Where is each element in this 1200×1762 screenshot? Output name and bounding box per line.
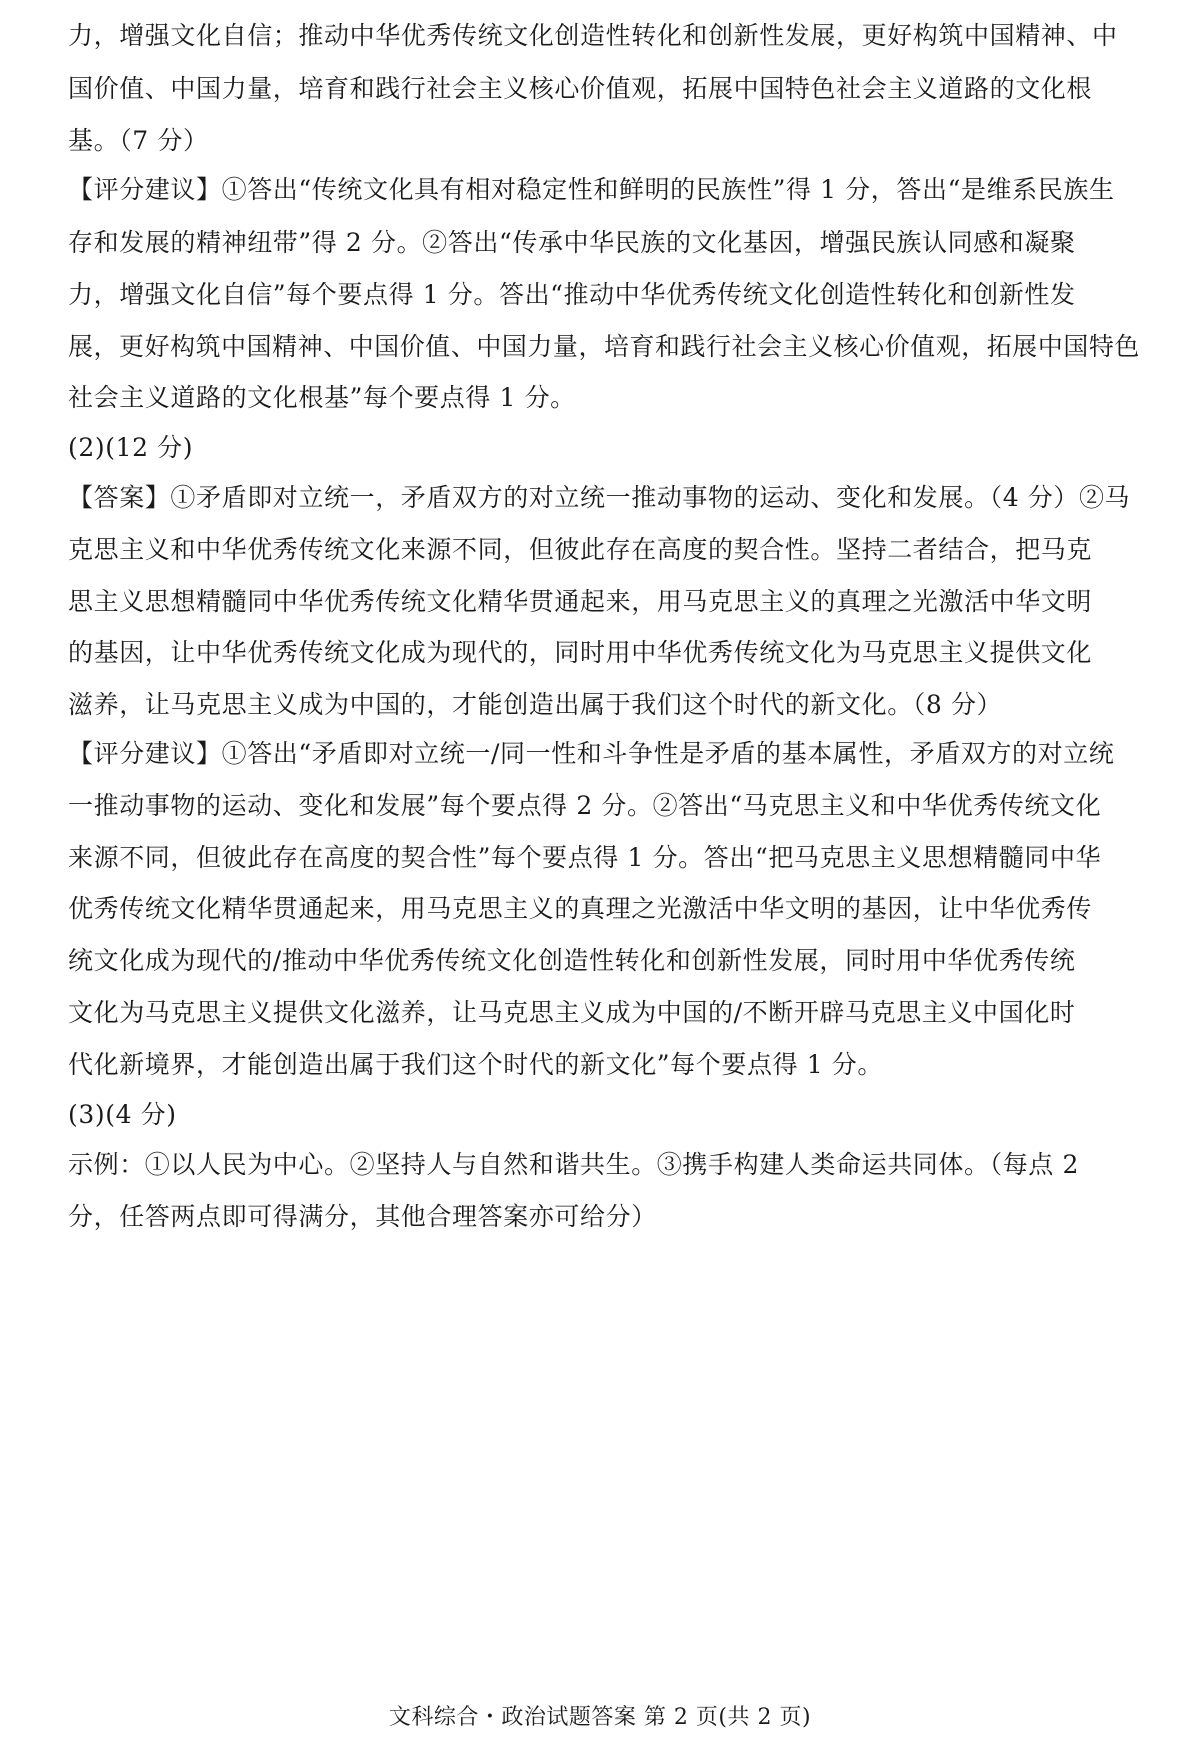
text-line-16: 一推动事物的运动、变化和发展”每个要点得 2 分。②答出“马克思主义和中华优秀传统文化 — [68, 791, 1102, 820]
text-line-13: 的基因，让中华优秀传统文化成为现代的，同时用中华优秀传统文化为马克思主义提供文化 — [68, 638, 1093, 667]
section-2-heading: (2)(12 分) — [68, 433, 194, 462]
text-line-17: 来源不同，但彼此存在高度的契合性”每个要点得 1 分。答出“把马克思主义思想精髓同中华 — [68, 843, 1102, 872]
text-line-3: 基。（7 分） — [68, 126, 209, 155]
text-line-2: 国价值、中国力量，培育和践行社会主义核心价值观，拓展中国特色社会主义道路的文化根 — [68, 74, 1093, 103]
text-line-5: 存和发展的精神纽带”得 2 分。②答出“传承中华民族的文化基因，增强民族认同感和凝聚 — [68, 228, 1076, 257]
text-line-6: 力，增强文化自信”每个要点得 1 分。答出“推动中华优秀传统文化创造性转化和创新性发 — [68, 280, 1076, 309]
text-line-11: 克思主义和中华优秀传统文化来源不同，但彼此存在高度的契合性。坚持二者结合，把马克 — [68, 535, 1093, 564]
text-line-4: 【评分建议】①答出“传统文化具有相对稳定性和鲜明的民族性”得 1 分，答出“是维系民族生 — [68, 175, 1115, 204]
text-line-10: 【答案】①矛盾即对立统一，矛盾双方的对立统一推动事物的运动、变化和发展。（4 分）②马 — [68, 483, 1131, 512]
text-line-7: 展，更好构筑中国精神、中国价值、中国力量，培育和践行社会主义核心价值观，拓展中国特色 — [68, 332, 1140, 361]
text-line-18: 优秀传统文化精华贯通起来，用马克思主义的真理之光激活中华文明的基因，让中华优秀传 — [68, 894, 1093, 923]
text-line-24: 分，任答两点即可得满分，其他合理答案亦可给分） — [68, 1202, 657, 1231]
text-line-15: 【评分建议】①答出“矛盾即对立统一/同一性和斗争性是矛盾的基本属性，矛盾双方的对立统 — [68, 739, 1115, 768]
text-line-12: 思主义思想精髓同中华优秀传统文化精华贯通起来，用马克思主义的真理之光激活中华文明 — [68, 587, 1093, 616]
section-3-heading: (3)(4 分) — [68, 1100, 177, 1129]
text-line-1: 力，增强文化自信；推动中华优秀传统文化创造性转化和创新性发展，更好构筑中国精神、中 — [68, 21, 1118, 50]
text-line-19: 统文化成为现代的/推动中华优秀传统文化创造性转化和创新性发展，同时用中华优秀传统 — [68, 946, 1076, 975]
text-line-20: 文化为马克思主义提供文化滋养，让马克思主义成为中国的/不断开辟马克思主义中国化时 — [68, 998, 1076, 1027]
text-line-14: 滋养，让马克思主义成为中国的，才能创造出属于我们这个时代的新文化。（8 分） — [68, 690, 1003, 719]
text-line-23: 示例：①以人民为中心。②坚持人与自然和谐共生。③携手构建人类命运共同体。（每点 2 — [68, 1150, 1079, 1179]
page-footer: 文科综合・政治试题答案 第 2 页(共 2 页) — [388, 1705, 812, 1730]
text-line-21: 代化新境界，才能创造出属于我们这个时代的新文化”每个要点得 1 分。 — [68, 1050, 883, 1079]
text-line-8: 社会主义道路的文化根基”每个要点得 1 分。 — [68, 383, 576, 412]
